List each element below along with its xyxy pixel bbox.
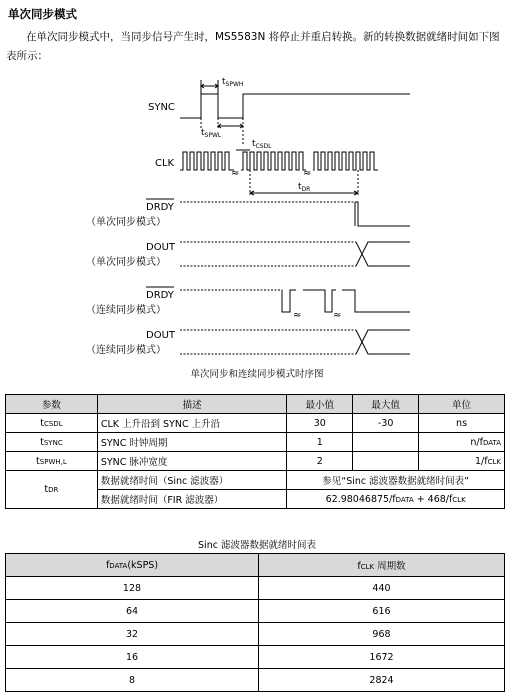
cont-mode-label: （连续同步模式） — [86, 345, 166, 356]
fdata-cell: 128 — [6, 577, 259, 600]
header-cell: 描述 — [97, 395, 287, 414]
unit-cell: ns — [419, 414, 505, 433]
cont-mode-label: （连续同步模式） — [86, 305, 166, 316]
param-cell: tSYNC — [6, 433, 98, 452]
fdata-cell: 64 — [6, 600, 259, 623]
max-cell — [353, 452, 419, 471]
table-row — [6, 433, 505, 452]
table-row — [6, 669, 505, 692]
header-cell: fCLK 周期数 — [259, 554, 505, 577]
clk-label: CLK — [155, 158, 175, 169]
tspwh-label: $t_{SPWH}$ — [222, 77, 244, 88]
drdy-cont-waveform — [180, 290, 410, 312]
table-row — [6, 577, 505, 600]
value-cell: 参见“Sinc 滤波器数据就绪时间表” — [287, 471, 505, 490]
sync-label: SYNC — [148, 102, 175, 113]
table-row — [6, 414, 505, 433]
header-cell: 最大值 — [353, 395, 419, 414]
header-cell: 最小值 — [287, 395, 353, 414]
squiggle-mark: ≈ — [293, 310, 302, 321]
drdy-single-fall — [355, 202, 410, 226]
dout-cont-cross — [356, 330, 410, 354]
table-header-row — [6, 554, 505, 577]
desc-cell: CLK 上升沿到 SYNC 上升沿 — [97, 414, 287, 433]
tdr-label: $t_{DR}$ — [298, 182, 311, 193]
cycles-cell: 2824 — [259, 669, 505, 692]
min-cell: 2 — [287, 452, 353, 471]
table-row — [6, 646, 505, 669]
fdata-cell: 32 — [6, 623, 259, 646]
table-row — [6, 471, 505, 490]
param-cell: tCSDL — [6, 414, 98, 433]
intro-paragraph: 在单次同步模式中，当同步信号产生时，MS5583N 将停止并重启转换。新的转换数据就绪时间如下图表所示： — [6, 31, 500, 62]
header-cell: 参数 — [6, 395, 98, 414]
cycles-cell: 440 — [259, 577, 505, 600]
clk-waveform — [180, 152, 378, 170]
value-cell: 62.98046875/fDATA + 468/fCLK — [287, 490, 505, 509]
tcsdl-label: $t_{CSDL}$ — [252, 139, 272, 150]
header-cell: 单位 — [419, 395, 505, 414]
desc-cell: 数据就绪时间（FIR 滤波器） — [97, 490, 287, 509]
max-cell — [353, 433, 419, 452]
squiggle-mark: ≈ — [231, 168, 240, 179]
max-cell: -30 — [353, 414, 419, 433]
param-cell: tDR — [6, 471, 98, 509]
figure-caption: 单次同步和连续同步模式时序图 — [190, 369, 324, 380]
desc-cell: SYNC 脉冲宽度 — [97, 452, 287, 471]
table-row — [6, 452, 505, 471]
dout-label: DOUT — [146, 242, 175, 253]
unit-cell: n/fDATA — [419, 433, 505, 452]
desc-cell: SYNC 时钟周期 — [97, 433, 287, 452]
single-mode-label: （单次同步模式） — [86, 217, 166, 228]
single-mode-label: （单次同步模式） — [86, 257, 166, 268]
sync-waveform — [180, 94, 410, 118]
cycles-cell: 616 — [259, 600, 505, 623]
fdata-cell: 16 — [6, 646, 259, 669]
sinc-table — [5, 553, 505, 692]
dout-cont-cross — [356, 330, 410, 354]
table-row — [6, 600, 505, 623]
min-cell: 1 — [287, 433, 353, 452]
param-cell: tSPWH,L — [6, 452, 98, 471]
cycles-cell: 968 — [259, 623, 505, 646]
drdy-label: DRDY — [146, 202, 174, 213]
sinc-table-caption: Sinc 滤波器数据就绪时间表 — [198, 540, 316, 551]
parameter-table — [5, 394, 505, 509]
table-row — [6, 623, 505, 646]
fdata-cell: 8 — [6, 669, 259, 692]
section-heading: 单次同步模式 — [8, 7, 77, 21]
squiggle-mark: ≈ — [303, 168, 312, 179]
dout-single-cross — [356, 242, 410, 266]
squiggle-mark: ≈ — [333, 310, 342, 321]
cycles-cell: 1672 — [259, 646, 505, 669]
dout-single-cross — [356, 242, 410, 266]
drdy-label: DRDY — [146, 290, 174, 301]
unit-cell: 1/fCLK — [419, 452, 505, 471]
tspwl-label: $t_{SPWL}$ — [201, 128, 222, 139]
dout-label: DOUT — [146, 330, 175, 341]
desc-cell: 数据就绪时间（Sinc 滤波器） — [97, 471, 287, 490]
header-cell: fDATA(kSPS) — [6, 554, 259, 577]
min-cell: 30 — [287, 414, 353, 433]
table-header-row — [6, 395, 505, 414]
